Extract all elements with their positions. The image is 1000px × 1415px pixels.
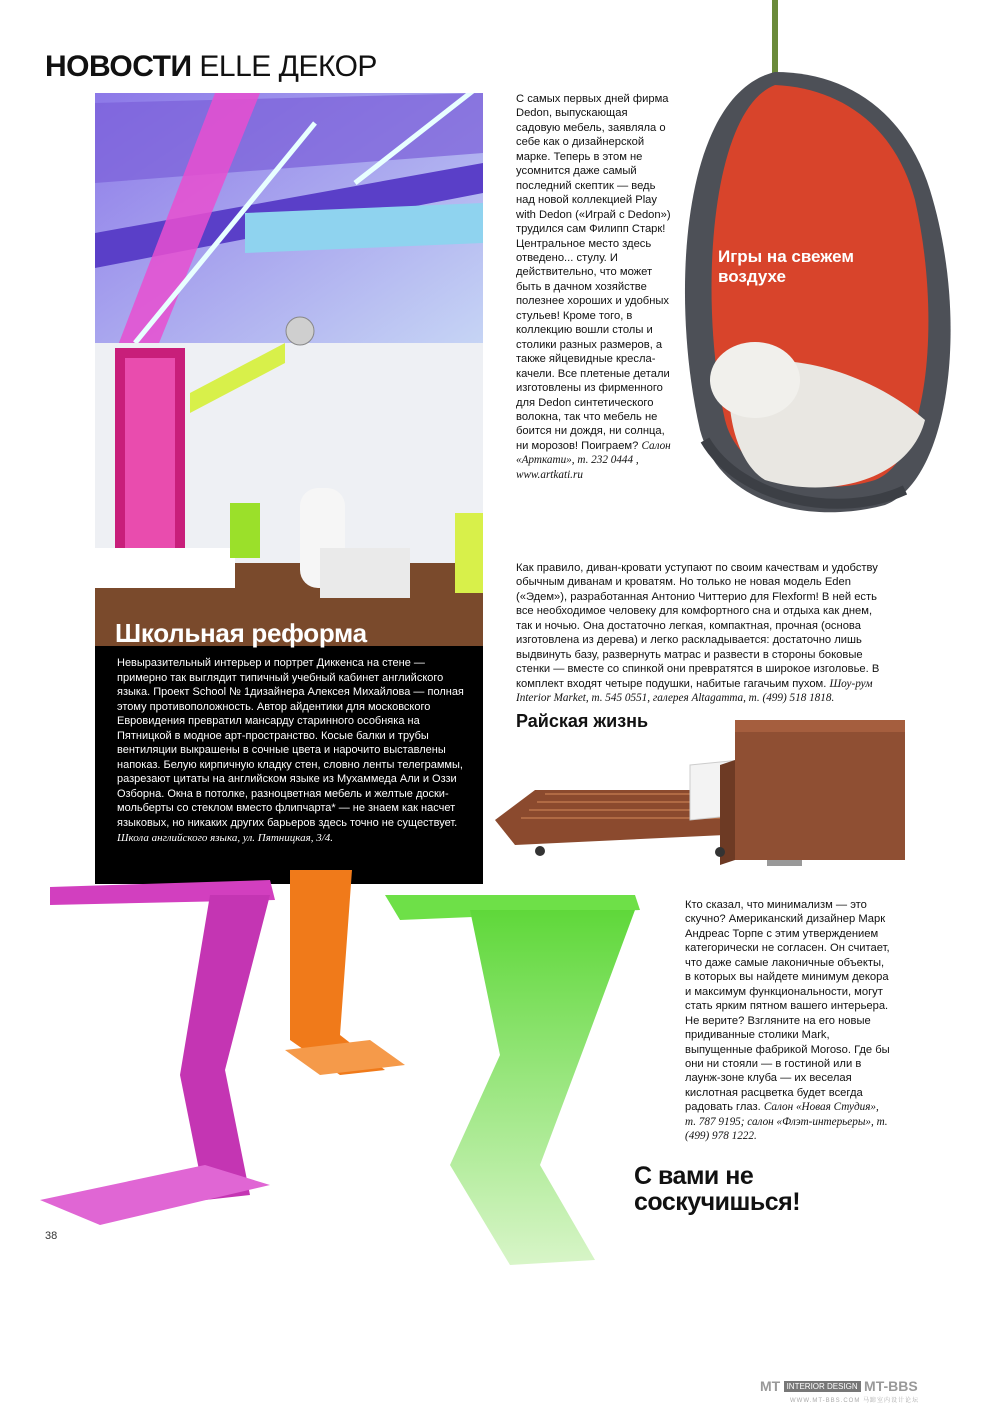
dedon-credit: Салон «Арткати», т. 232 0444 , www.artkati.ru [516, 439, 671, 481]
sofa-bed-illustration [495, 720, 915, 870]
eden-article [516, 561, 888, 706]
school-credit: Школа английского языка, ул. Пятницкая, 3/4. [117, 831, 334, 844]
header-light: ELLE ДЕКОР [199, 50, 377, 83]
school-interior-illustration [95, 93, 483, 646]
dedon-article [516, 92, 674, 482]
dedon-body: С самых первых дней фирма Dedon, выпускающая садовую мебель, заявляла о себе как о дизайнерской марке. Теперь в этом не усомнится даже самый последний скептик — ведь над новой коллекцией Play with Dedon («Играй с Dedon») трудился сам Филипп Старк! Центральное место здесь отведено... стулу. И действительно, что может быть в дачном хозяйстве полезнее хороших и удобных стульев! Кроме того, в коллекцию вошли столы и столики разных размеров, а также яйцевидные кресла-качели. Все плетеные детали изготовлены из фирменного для Dedon синтетического волокна, так что мебель не боится ни дождя, ни солнца, ни морозов! Поиграем? [516, 93, 671, 452]
mark-tables-photo [40, 865, 670, 1290]
sofa-bed-photo [495, 720, 915, 870]
mark-tables-illustration [40, 865, 670, 1290]
watermark-right: MT-BBS [864, 1378, 918, 1394]
mark-body: Кто сказал, что минимализм — это скучно? Американский дизайнер Марк Андреас Торпе с этим утверждением категорически не согласен. Он считает, что даже самые лаконичные объекты, в которых вы найдете минимум декора и максимум функциональности, могут стать ярким пятном вашего интерьера. Не верите? Взгляните на его новые придиванные столики Mark, выпущенные фабрикой Moroso. Где бы они ни стояли — в гостиной или в лаунж-зоне клуба — их веселая кислотная расцветка будет всегда радовать глаз. [685, 899, 890, 1114]
watermark-small: WWW.MT-BBS.COM 马蹄室内设计论坛 [790, 1398, 919, 1404]
dedon-title: Игры на свежем воздухе [718, 247, 854, 286]
school-title: Школьная реформа [115, 618, 367, 648]
eden-title: Райская жизнь [516, 711, 649, 731]
school-body: Невыразительный интерьер и портрет Диккенса на стене — примерно так выглядит типичный учебный кабинет английского языка. Проект School № 1дизайнера Алексея Михайлова — полная этому противоположность. Автор айдентики для московского Евровидения превратил мансарду старинного особняка на Пятницкой в модное арт-пространство. Косые балки и трубы вентиляции выкрашены в сочные цвета и нарочито выставлены напоказ. Белую кирпичную кладку стен, словно ленты телеграммы, разрезают цитаты на английском языке из Мухаммеда Али и Оззи Озборна. Окна в потолке, разноцветная мебель и желтые доски-мольберты со стеклом вместо флипчарта* — не знаем как насчет языковых, но никаких других барьеров здесь точно не существует. [117, 657, 464, 830]
site-watermark [760, 1378, 995, 1402]
school-photo [95, 93, 483, 646]
mark-title: С вами не соскучишься! [634, 1162, 801, 1216]
header-bold: НОВОСТИ [45, 50, 192, 83]
school-article [117, 656, 467, 845]
page-number: 38 [45, 1230, 58, 1242]
watermark-box: INTERIOR DESIGN [784, 1381, 861, 1392]
mark-article [685, 898, 890, 1144]
eden-credit: Шоу-рум Interior Market, т. 545 0551, галерея Altagamma, т. (499) 518 1818. [516, 677, 873, 705]
eden-body: Как правило, диван-кровати уступают по своим качествам и удобству обычным диванам и кроватям. Но только не новая модель Eden («Эдем»), разработанная Антонио Читтерио для Flexform! В ней есть все необходимое человеку для комфортного сна и отдыха как днем, так и ночью. Она достаточно легкая, компактная, прочная (основа изготовлена из дерева) и легко раскладывается: достаточно лишь выдвинуть базу, развернуть матрас и развести в стороны боковые стенки — вместе со спинкой они превратятся в широкое изголовье. В комплект входят четыре подушки, набитые гагачьим пухом. [516, 562, 880, 690]
section-header [45, 50, 377, 84]
watermark-left: MT [760, 1378, 781, 1394]
mark-credit: Салон «Новая Студия», т. 787 9195; салон «Флэт-интерьеры», т. (499) 978 1222. [685, 1101, 888, 1143]
